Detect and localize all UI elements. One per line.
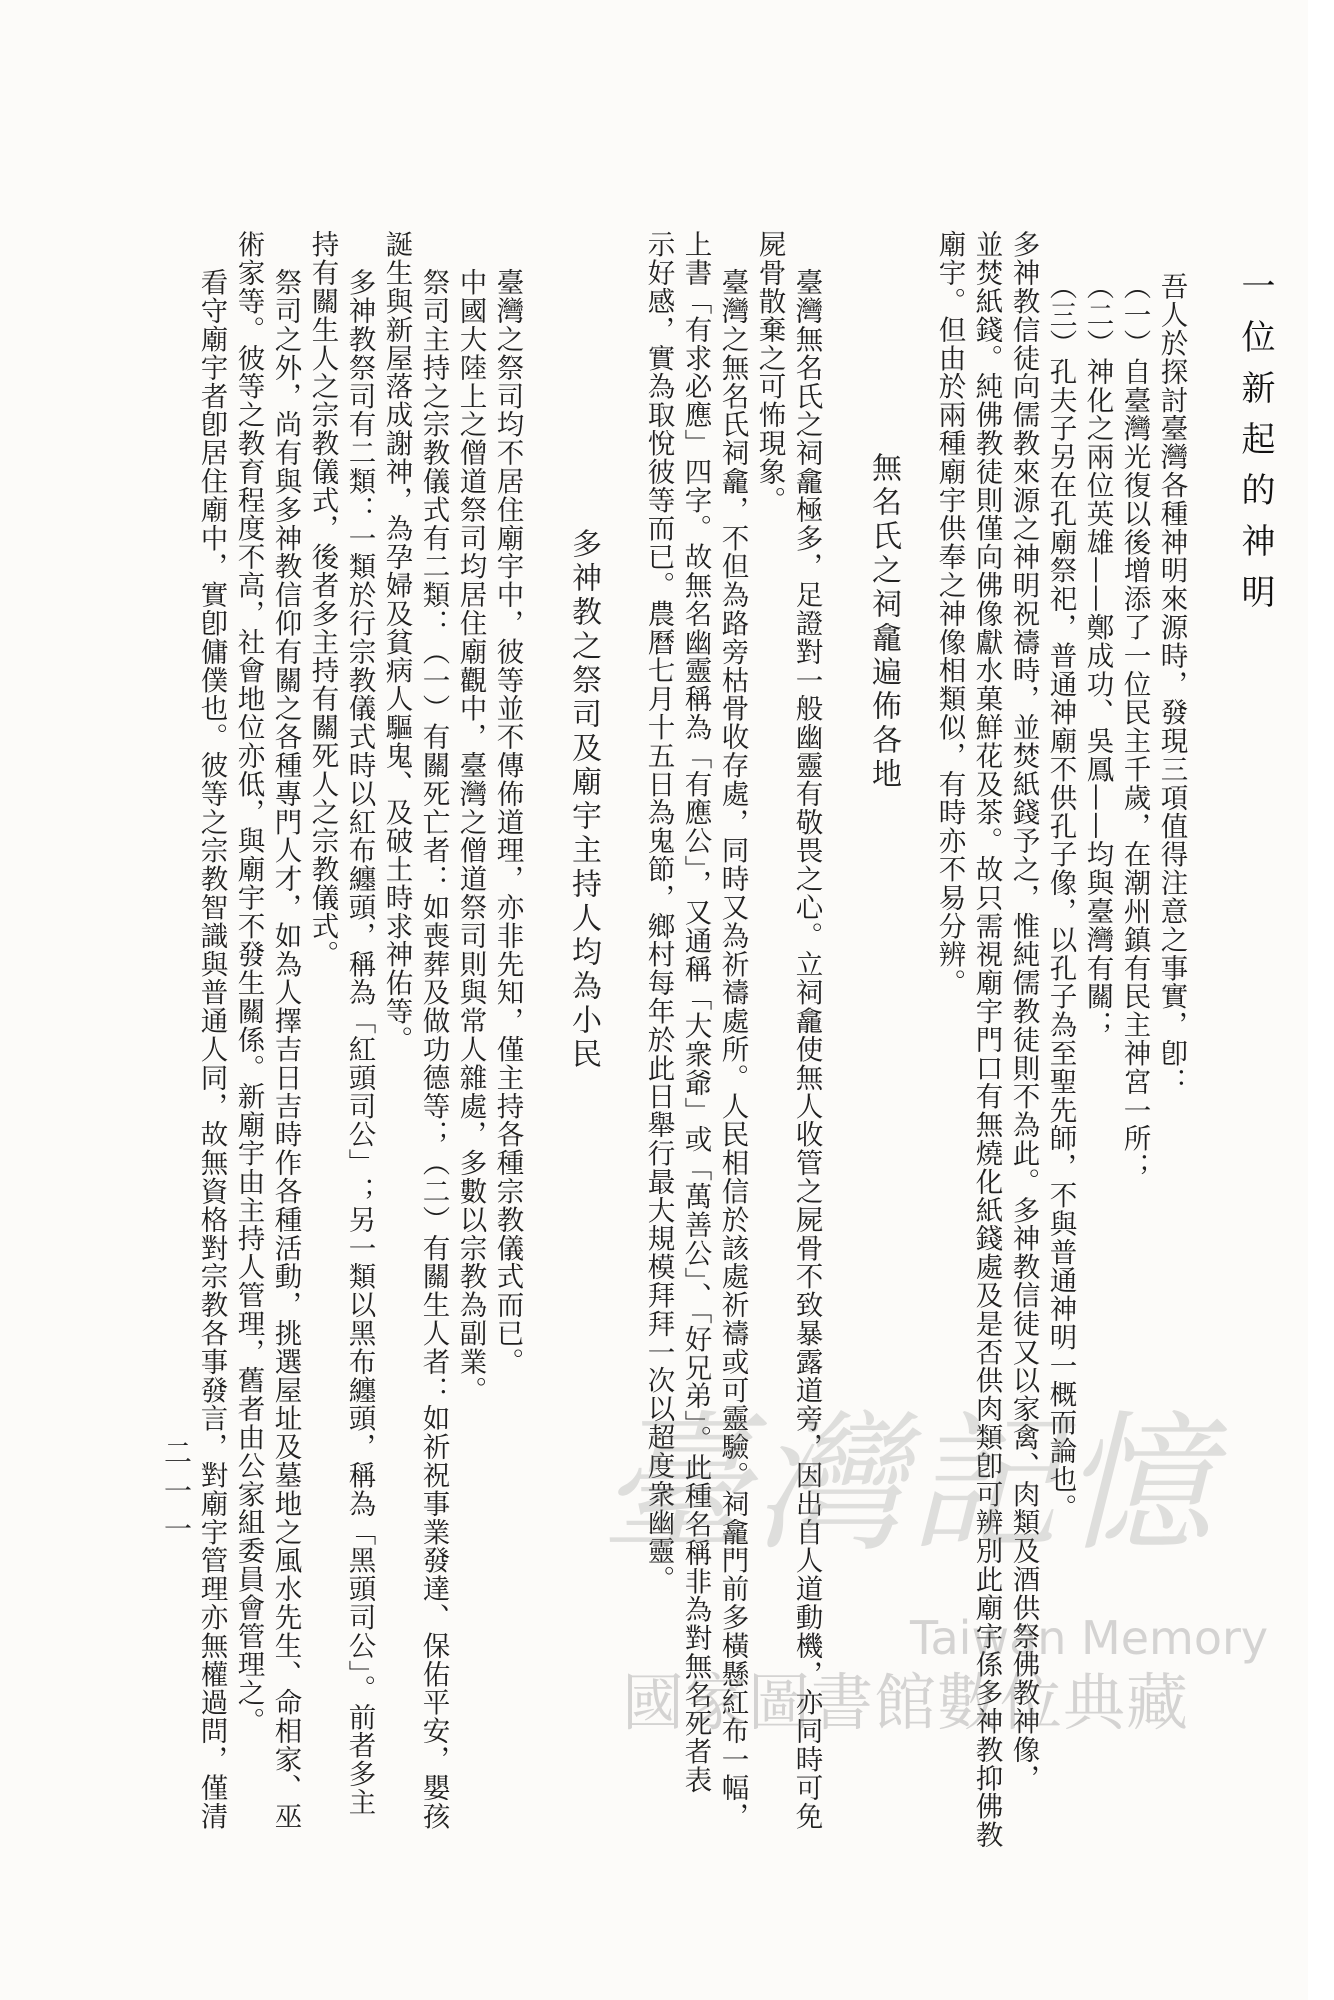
watermark-english: Taiwan Memory (910, 1611, 1269, 1665)
text-column: 廟宇。但由於兩種廟宇供奉之神像相類似，有時亦不易分辨。 (933, 230, 966, 997)
text-column: 上書「有求必應」四字。故無名幽靈稱為「有應公」，又通稱「大衆爺」或「萬善公」、「好兄弟」。此種名稱非為對無名死者表 (679, 230, 712, 1794)
text-column: （二）神化之兩位英雄——鄭成功、吳鳳——均與臺灣有關； (1081, 272, 1114, 1039)
scan-border (1308, 0, 1334, 2000)
text-column: 吾人於探討臺灣各種神明來源時，發現三項值得注意之事實，卽： (1155, 272, 1188, 1096)
text-column: 誕生與新屋落成謝神，為孕婦及貧病人驅鬼、及破土時求神佑等。 (380, 230, 413, 1054)
watermark-calligraphy: 臺灣記憶 (600, 1398, 1217, 1572)
text-column: 術家等。彼等之教育程度不高，社會地位亦低，與廟宇不發生關係。新廟宇由主持人管理，舊者由公家組委員會管理之。 (232, 230, 265, 1736)
text-column: 看守廟宇者卽居住廟中，實卽傭僕也。彼等之宗教智識與普通人同，故無資格對宗教各事發言，對廟宇管理亦無權過問，僅清 (195, 268, 228, 1830)
section-heading: 多神教之祭司及廟宇主持人均為小民 (566, 528, 601, 1072)
text-column: 祭司主持之宗教儀式有二類：（一）有關死亡者：如喪葬及做功德等；（二）有關生人者：如祈祝事業發達、保佑平安，嬰孩 (417, 268, 450, 1830)
text-column: 多神教祭司有二類：一類於行宗教儀式時以紅布纏頭，稱為「紅頭司公」；另一類以黑布纏頭，稱為「黑頭司公」。前者多主 (343, 268, 376, 1817)
text-column: 示好感，實為取悅彼等而已。農曆七月十五日為鬼節，鄉村每年於此日舉行最大規模拜拜一次以超度衆幽靈。 (642, 230, 675, 1594)
text-column: （一）自臺灣光復以後增添了一位民主千歲，在潮州鎮有民主神宮一所； (1118, 272, 1151, 1181)
text-column: （三）孔夫子另在孔廟祭祀，普通神廟不供孔子像，以孔子為至聖先師，不與普通神明一概而論也。 (1044, 272, 1077, 1522)
text-column: 臺灣之無名氏祠龕，不但為路旁枯骨收存處，同時又為祈禱處所。人民相信於該處祈禱或可靈驗。祠龕門前多橫懸紅布一幅， (716, 268, 749, 1830)
text-column: 中國大陸上之僧道祭司均居住廟觀中，臺灣之僧道祭司則與常人雜處，多數以宗教為副業。 (454, 268, 487, 1404)
page-number: 二一一 (160, 1438, 193, 1552)
text-column: 多神教信徒向儒教來源之神明祝禱時，並焚紙錢予之，惟純儒教徒則不為此。多神教信徒又以家禽、肉類及酒供祭佛教神像， (1007, 230, 1040, 1792)
text-column: 並焚紙錢。純佛教徒則僅向佛像獻水菓鮮花及茶。故只需視廟宇門口有無燒化紙錢處及是否供肉類卽可辨別此廟宇係多神教抑佛教 (970, 230, 1003, 1849)
text-column: 祭司之外，尚有與多神教信仰有關之各種專門人才，如為人擇吉日吉時作各種活動，挑選屋址及墓地之風水先生、命相家、巫 (269, 268, 302, 1830)
watermark-chinese: 國家圖書館數位典藏 (622, 1666, 1190, 1739)
text-column: 持有關生人之宗教儀式，後者多主持有關死人之宗教儀式。 (306, 230, 339, 969)
page-title: 一位新起的神明 (1235, 268, 1275, 625)
text-column: 臺灣之祭司均不居住廟宇中，彼等並不傳佈道理，亦非先知，僅主持各種宗教儀式而已。 (491, 268, 524, 1376)
text-column: 屍骨散棄之可怖現象。 (753, 230, 786, 514)
section-heading: 無名氏之祠龕遍佈各地 (866, 452, 901, 792)
text-column: 臺灣無名氏之祠龕極多，足證對一般幽靈有敬畏之心。立祠龕使無人收管之屍骨不致暴露道旁，因出自人道動機，亦同時可免 (790, 268, 823, 1830)
